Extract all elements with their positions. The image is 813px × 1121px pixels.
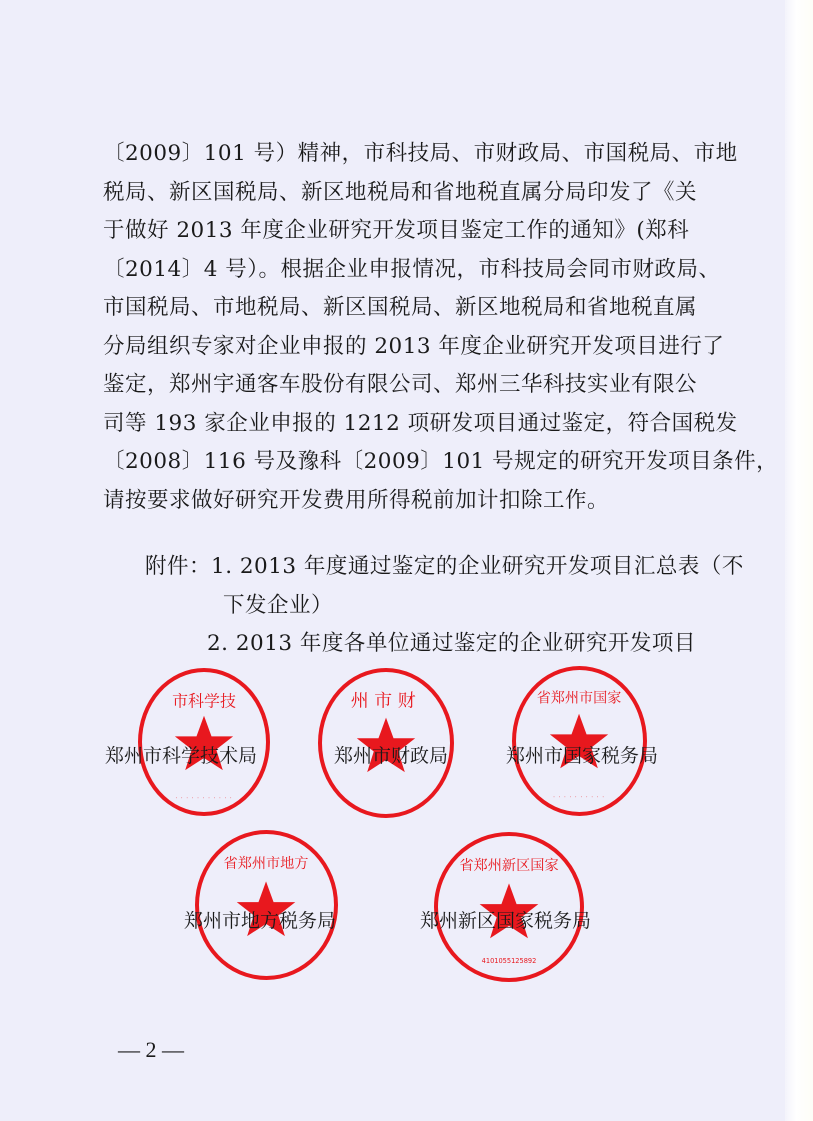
body-line: 鉴定，郑州宇通客车股份有限公司、郑州三华科技实业有限公 [103, 372, 698, 397]
signature-finance-bureau: 郑州市财政局 [334, 745, 449, 767]
attachment-item-1-cont: 下发企业） [223, 592, 334, 618]
body-line: 〔2008〕116 号及豫科〔2009〕101 号规定的研究开发项目条件， [103, 449, 779, 474]
attachment-item-2: 2. 2013 年度各单位通过鉴定的企业研究开发项目 [207, 631, 696, 656]
svg-text:· · · · · · · · · ·: · · · · · · · · · · [553, 794, 605, 801]
attachment-item-1: 附件：1. 2013 年度通过鉴定的企业研究开发项目汇总表（不 [145, 554, 744, 579]
scan-edge [785, 0, 813, 1121]
body-text [103, 135, 779, 520]
body-line: 〔2009〕101 号）精神，市科技局、市财政局、市国税局、市地 [103, 141, 738, 166]
attachments [145, 548, 744, 664]
star-icon [199, 834, 334, 976]
signature-state-tax-bureau: 郑州市国家税务局 [506, 745, 659, 767]
body-line: 〔2014〕4 号）。根据企业申报情况，市科技局会同市财政局、 [103, 256, 721, 282]
page-number: — 2 — [118, 1037, 184, 1062]
body-line: 司等 193 家企业申报的 1212 项研发项目通过鉴定，符合国税发 [103, 410, 738, 436]
svg-text:省郑州新区国家: 省郑州新区国家 [459, 858, 559, 875]
attachment-label: 附件： [145, 554, 212, 579]
svg-text:州市财: 州市财 [350, 690, 422, 712]
body-line: 分局组织专家对企业申报的 2013 年度企业研究开发项目进行了 [103, 333, 725, 359]
svg-text:省郑州市地方: 省郑州市地方 [223, 856, 309, 873]
body-line: 请按要求做好研究开发费用所得税前加计扣除工作。 [103, 487, 610, 513]
svg-text:· · · · · · · · · · ·: · · · · · · · · · · · [175, 795, 233, 802]
signature-science-bureau: 郑州市科学技术局 [105, 745, 258, 767]
body-line: 市国税局、市地税局、新区国税局、新区地税局和省地税直属 [103, 295, 698, 320]
body-line: 税局、新区国税局、新区地税局和省地税直属分局印发了《关 [103, 179, 698, 205]
signature-local-tax-bureau: 郑州市地方税务局 [184, 910, 337, 932]
svg-text:市科学技: 市科学技 [172, 691, 236, 711]
signature-new-district-tax-bureau: 郑州新区国家税务局 [420, 910, 592, 932]
official-seal-local-tax-bureau [195, 830, 338, 980]
body-line: 于做好 2013 年度企业研究开发项目鉴定工作的通知》(郑科 [103, 218, 690, 243]
svg-text:省郑州市国家: 省郑州市国家 [536, 690, 622, 707]
svg-text:4101055125892: 4101055125892 [481, 956, 537, 965]
